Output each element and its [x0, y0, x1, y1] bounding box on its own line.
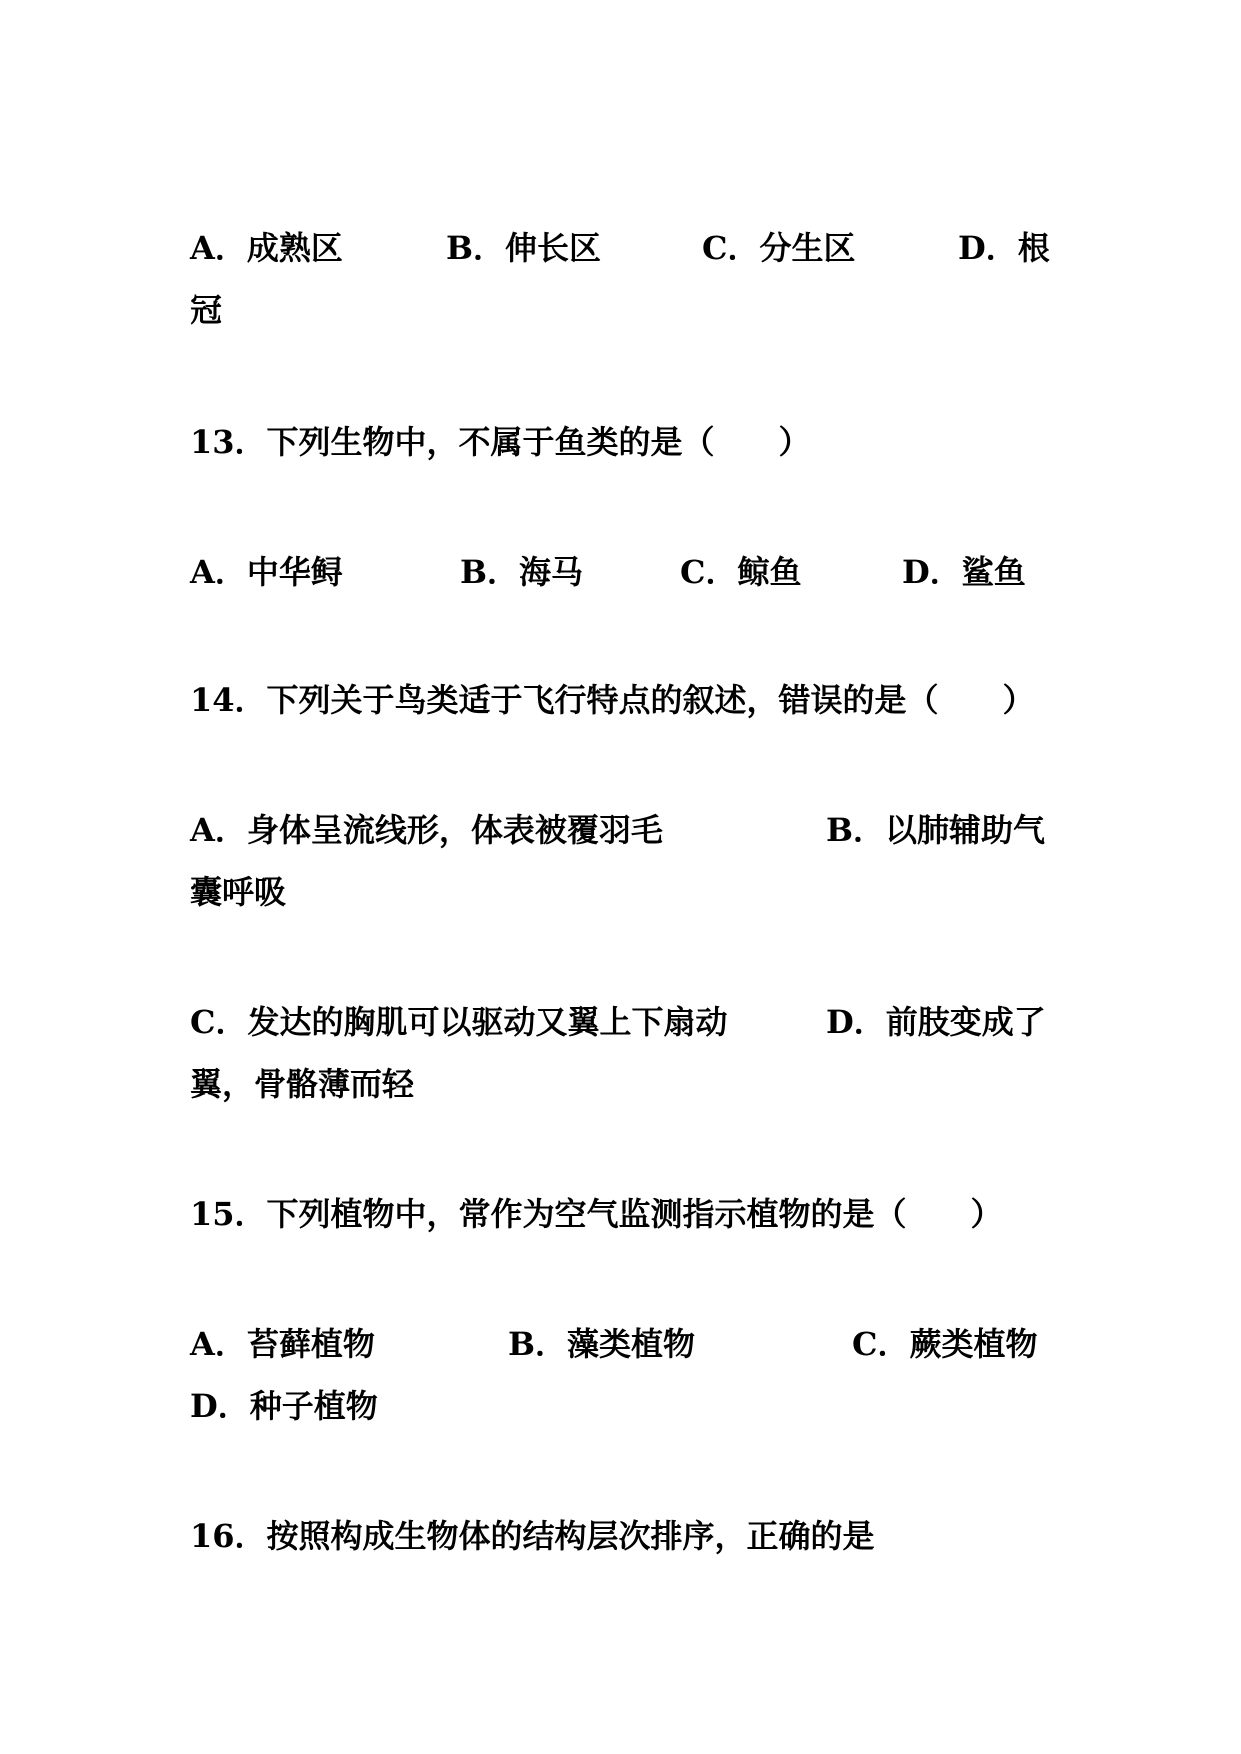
q15-option-d: D．种子植物 [190, 1387, 378, 1425]
q13-stem-text: 13．下列生物中，不属于鱼类的是（ ） [190, 423, 811, 461]
q14-option-d: D．前肢变成了 [826, 1003, 1046, 1041]
q14-option-b-continued: 囊呼吸 [190, 873, 287, 911]
q15-option-c: C．蕨类植物 [852, 1325, 1038, 1363]
q13-option-c: C．鲸鱼 [680, 553, 802, 591]
q14-option-d-continued: 翼，骨骼薄而轻 [190, 1065, 415, 1103]
q12-option-c: C．分生区 [702, 229, 856, 267]
q15-option-a: A．苔藓植物 [190, 1325, 375, 1363]
q12-options-line-2 [190, 280, 1060, 340]
q13-option-d: D．鲨鱼 [902, 553, 1026, 591]
q13-options [190, 542, 1060, 602]
q16-stem [190, 1506, 1060, 1566]
q14-options-line-1 [190, 800, 1060, 860]
q12-options-line-1 [190, 218, 1060, 278]
q15-stem-text: 15．下列植物中，常作为空气监测指示植物的是（ ） [190, 1195, 1003, 1233]
q14-stem-text: 14．下列关于鸟类适于飞行特点的叙述，错误的是（ ） [190, 681, 1035, 719]
q16-stem-text: 16．按照构成生物体的结构层次排序，正确的是 [190, 1517, 875, 1555]
q13-stem [190, 412, 1060, 472]
q15-option-b: B．藻类植物 [508, 1325, 696, 1363]
q15-stem [190, 1184, 1060, 1244]
q12-option-d: D．根 [958, 229, 1050, 267]
q12-option-b: B．伸长区 [446, 229, 602, 267]
q15-options-line-2 [190, 1376, 1060, 1436]
q14-option-b: B．以肺辅助气 [826, 811, 1046, 849]
q14-option-c: C．发达的胸肌可以驱动又翼上下扇动 [190, 1003, 728, 1041]
q14-stem [190, 670, 1060, 730]
q12-option-d-continued: 冠 [190, 291, 223, 329]
q15-options-line-1 [190, 1314, 1060, 1374]
q14-options-line-2 [190, 862, 1060, 922]
q12-option-a: A．成熟区 [190, 229, 343, 267]
q13-option-a: A．中华鲟 [190, 553, 343, 591]
q14-option-a: A．身体呈流线形，体表被覆羽毛 [190, 811, 663, 849]
q14-options-line-4 [190, 1054, 1060, 1114]
q13-option-b: B．海马 [460, 553, 584, 591]
q14-options-line-3 [190, 992, 1060, 1052]
